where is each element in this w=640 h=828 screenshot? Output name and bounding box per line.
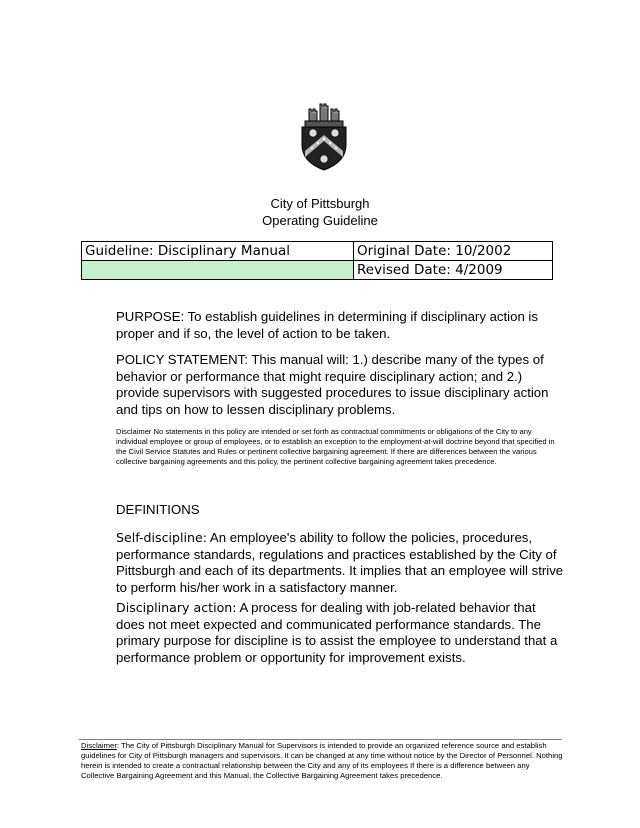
blank-highlight-cell xyxy=(82,261,354,280)
definition-disciplinary-action xyxy=(116,600,564,666)
purpose-paragraph: PURPOSE: To establish guidelines in determining if disciplinary action is proper and if so, the level of action to be taken. xyxy=(116,309,538,341)
footer-divider xyxy=(79,739,562,740)
definitions-heading: DEFINITIONS xyxy=(116,502,200,517)
definition-term: Self-discipline: xyxy=(116,530,207,545)
footer-disclaimer xyxy=(81,741,563,781)
footer-disclaimer-label: Disclaimer xyxy=(81,741,117,750)
original-date-cell: Original Date: 10/2002 xyxy=(354,242,553,261)
org-title: City of Pittsburgh xyxy=(270,196,370,211)
footer-disclaimer-text: : The City of Pittsburgh Disciplinary Manual for Supervisors is intended to provide an organized reference source and establish guidelines for City of Pittsburgh managers and supervisors. It can be changed at any time without notice by the Director of Personnel. Nothing herein is intended to create a contractual relationship between the City and any of its employees If there is a difference between any Collective Bargaining Agreement and this Manual, the Collective Bargaining Agreement takes precedence. xyxy=(81,741,563,780)
definition-text: An employee's ability to follow the policies, procedures, performance standards, regulations and practices established by the City of Pittsburgh and each of its departments. It implies that an employee will strive to perform his/her work in a satisfactory manner. xyxy=(116,530,564,595)
policy-statement-paragraph: POLICY STATEMENT: This manual will: 1.) describe many of the types of behavior or performance that might require disciplinary action; and 2.) provide supervisors with suggested procedures to issue disciplinary action and tips on how to lessen disciplinary problems. xyxy=(116,352,549,417)
document-type: Operating Guideline xyxy=(262,213,378,228)
definition-self-discipline xyxy=(116,530,564,596)
guideline-title-cell: Guideline: Disciplinary Manual xyxy=(82,242,354,261)
city-seal-logo xyxy=(297,103,351,171)
guideline-info-table xyxy=(81,241,553,280)
definition-term: Disciplinary action: xyxy=(116,600,237,615)
revised-date-cell: Revised Date: 4/2009 xyxy=(354,261,553,280)
policy-disclaimer: Disclaimer No statements in this policy are intended or set forth as contractual commitments or obligations of the City to any individual employee or group of employees, or to establish an exception to the employment-at-will doctrine beyond that specified in the Civil Service Statutes and Rules or pertinent collective bargaining agreement. If there are differences between the various collective bargaining agreements and this policy, the pertinent collective bargaining agreement takes precedence. xyxy=(116,427,555,466)
definition-text: A process for dealing with job-related behavior that does not meet expected and communicated performance standards. The primary purpose for discipline is to assist the employee to understand that a performance problem or opportunity for improvement exists. xyxy=(116,600,558,665)
